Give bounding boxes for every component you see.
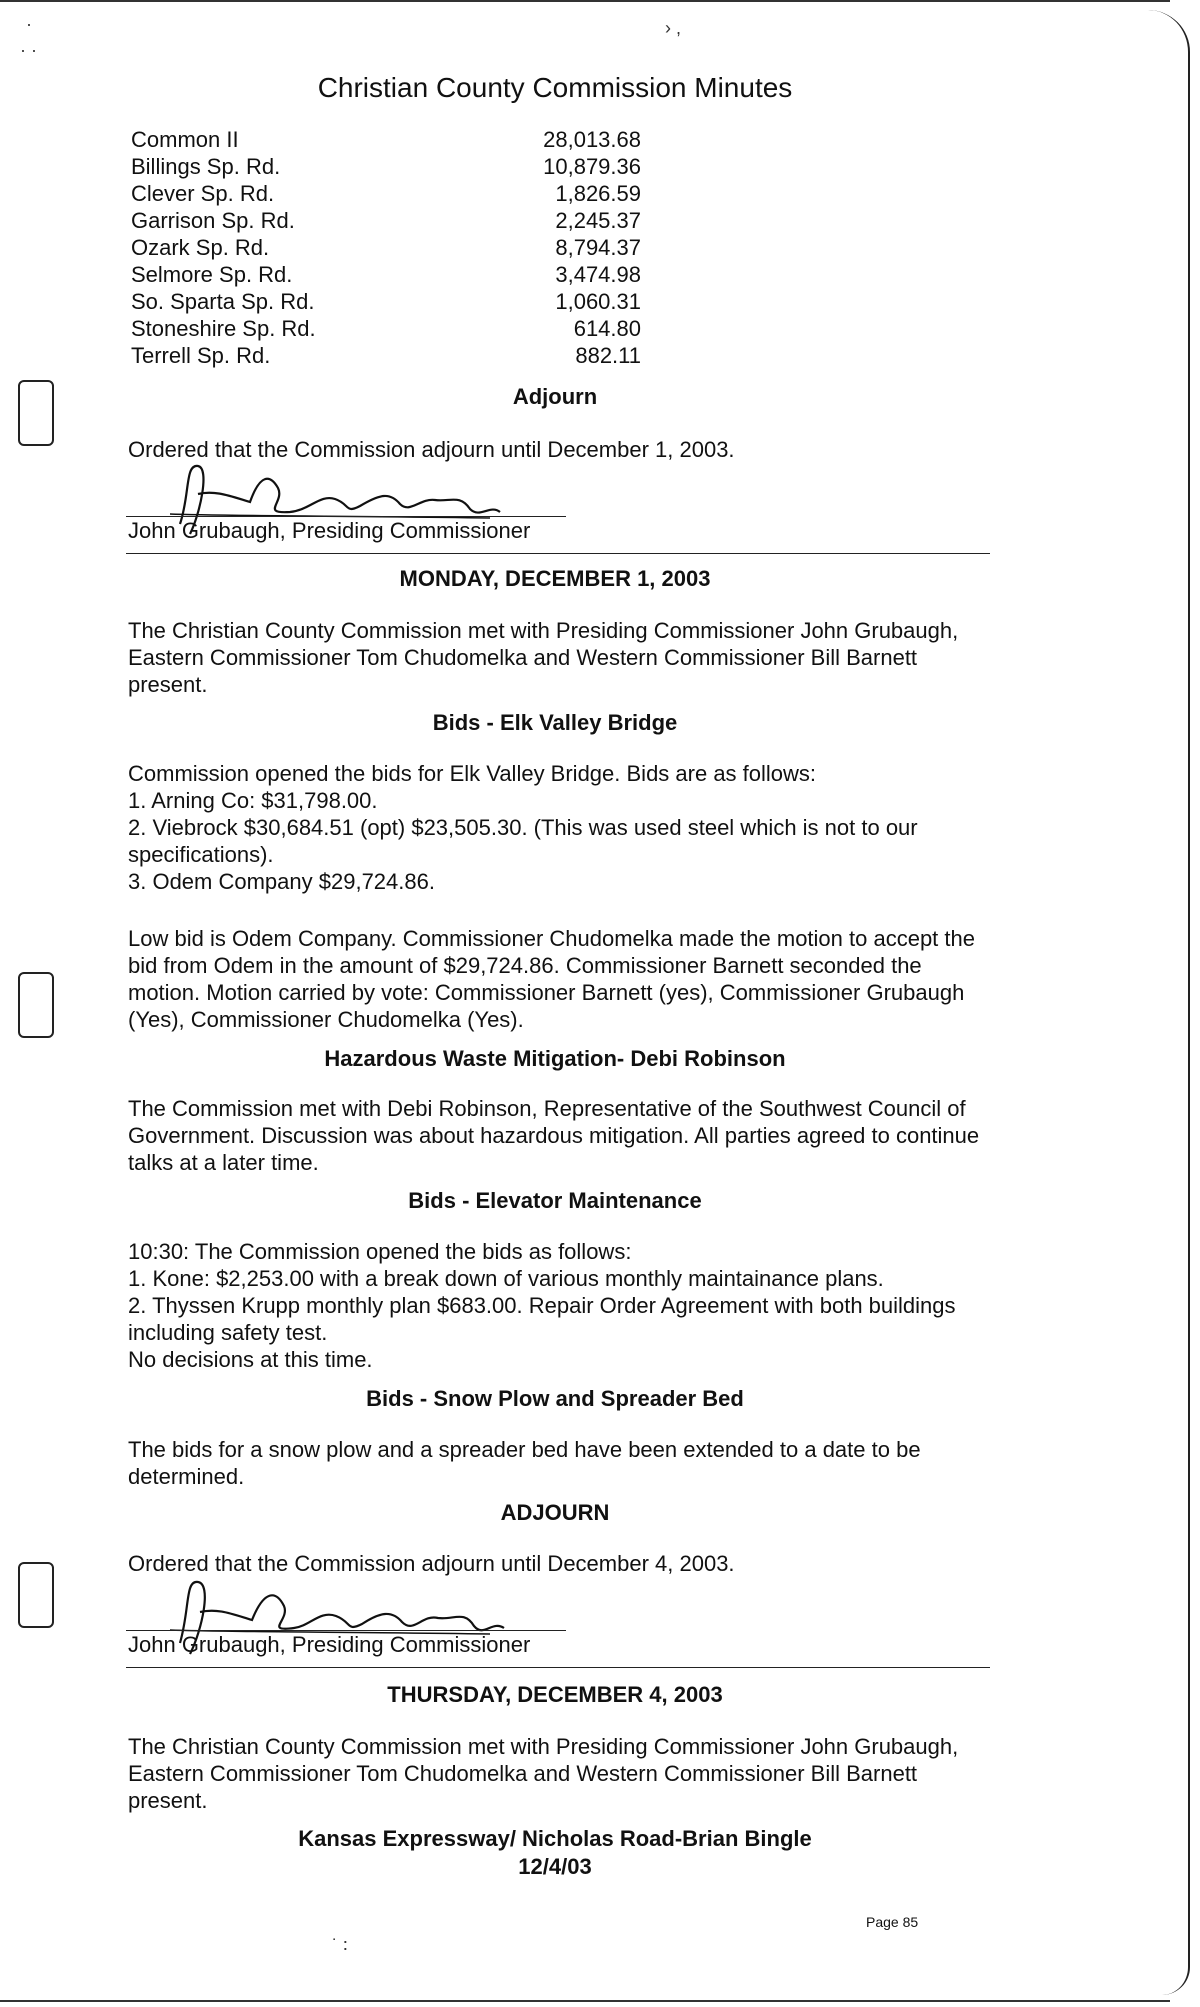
section-heading-snow-plow: Bids - Snow Plow and Spreader Bed [366, 1386, 744, 1411]
account-amount: 28,013.68 [543, 127, 641, 152]
bid-item: 2. Thyssen Krupp monthly plan $683.00. Repair Order Agreement with both buildings including safety test. [128, 1293, 956, 1345]
account-name: Ozark Sp. Rd. [131, 235, 270, 260]
account-name: Clever Sp. Rd. [131, 181, 275, 206]
scan-speck: › , [665, 18, 681, 38]
account-amount: 10,879.36 [543, 154, 641, 179]
bids-lead: 10:30: The Commission opened the bids as follows: [128, 1239, 632, 1264]
document-title: Christian County Commission Minutes [317, 72, 793, 103]
page-border-top [0, 0, 1170, 2]
section-heading-kansas-expressway: Kansas Expressway/ Nicholas Road-Brian Bingle [298, 1826, 812, 1851]
date-heading: MONDAY, DECEMBER 1, 2003 [399, 566, 711, 591]
bid-decision: Low bid is Odem Company. Commissioner Chudomelka made the motion to accept the bid from Odem in the amount of $29,724.86. Commissioner Barnett seconded the motion. Motion carried by vote: Commissioner Barnett (yes), Commissioner Grubaugh (Yes), Commissioner Chudomelka (Yes). [128, 926, 975, 1032]
section-heading-adjourn: ADJOURN [500, 1500, 610, 1525]
binder-hole [18, 972, 54, 1038]
account-amount: 2,245.37 [555, 208, 641, 233]
snow-text: The bids for a snow plow and a spreader bed have been extended to a date to be determined. [128, 1437, 921, 1489]
account-name: Selmore Sp. Rd. [131, 262, 293, 287]
account-name: Stoneshire Sp. Rd. [131, 316, 316, 341]
section-heading-hazardous-waste: Hazardous Waste Mitigation- Debi Robinson [324, 1046, 786, 1071]
bid-item: 1. Arning Co: $31,798.00. [128, 788, 378, 813]
account-amount: 3,474.98 [555, 262, 641, 287]
signature-line [126, 1630, 566, 1631]
adjourn-text: Ordered that the Commission adjourn until December 4, 2003. [128, 1551, 735, 1576]
elevator-note: No decisions at this time. [128, 1347, 373, 1372]
section-date: 12/4/03 [518, 1854, 592, 1879]
page-border-bottom [0, 2000, 1170, 2002]
bid-item: 3. Odem Company $29,724.86. [128, 869, 435, 894]
meeting-intro: The Christian County Commission met with Presiding Commissioner John Grubaugh, Eastern Commissioner Tom Chudomelka and Western Commissioner Bill Barnett present. [128, 618, 959, 697]
section-heading-elk-valley: Bids - Elk Valley Bridge [432, 710, 678, 735]
meeting-intro: The Christian County Commission met with Presiding Commissioner John Grubaugh, Eastern Commissioner Tom Chudomelka and Western Commissioner Bill Barnett present. [128, 1734, 959, 1813]
date-heading: THURSDAY, DECEMBER 4, 2003 [387, 1682, 723, 1707]
account-name: So. Sparta Sp. Rd. [131, 289, 315, 314]
hazard-text: The Commission met with Debi Robinson, Representative of the Southwest Council of Government. Discussion was about hazardous mitigation. All parties agreed to continue talks at a later time. [128, 1096, 980, 1175]
signature-caption: John Grubaugh, Presiding Commissioner [128, 518, 531, 543]
adjourn-text: Ordered that the Commission adjourn until December 1, 2003. [128, 437, 735, 462]
scan-speck: · [26, 14, 32, 34]
bids-lead: Commission opened the bids for Elk Valley Bridge. Bids are as follows: [128, 761, 817, 786]
account-name: Garrison Sp. Rd. [131, 208, 295, 233]
section-heading-elevator: Bids - Elevator Maintenance [408, 1188, 702, 1213]
section-heading-adjourn: Adjourn [512, 384, 598, 409]
scan-speck: ˙ ∶ [332, 1936, 348, 1956]
account-name: Common II [131, 127, 239, 152]
bid-item: 2. Viebrock $30,684.51 (opt) $23,505.30. (This was used steel which is not to our specifications). [128, 815, 918, 867]
account-name: Billings Sp. Rd. [131, 154, 281, 179]
scan-speck: · · [20, 40, 37, 60]
section-divider [126, 1667, 990, 1668]
page-number: Page 85 [866, 1914, 919, 1930]
bid-item: 1. Kone: $2,253.00 with a break down of various monthly maintainance plans. [128, 1266, 884, 1291]
account-name: Terrell Sp. Rd. [131, 343, 271, 368]
account-amount: 1,060.31 [555, 289, 641, 314]
account-amount: 882.11 [575, 343, 641, 368]
signature-line [126, 516, 566, 517]
account-amount: 1,826.59 [555, 181, 641, 206]
page-border-right [1148, 10, 1190, 1995]
binder-hole [18, 1562, 54, 1628]
section-divider [126, 553, 990, 554]
account-amount: 8,794.37 [555, 235, 641, 260]
account-amount: 614.80 [573, 316, 641, 341]
signature-caption: John Grubaugh, Presiding Commissioner [128, 1632, 531, 1657]
